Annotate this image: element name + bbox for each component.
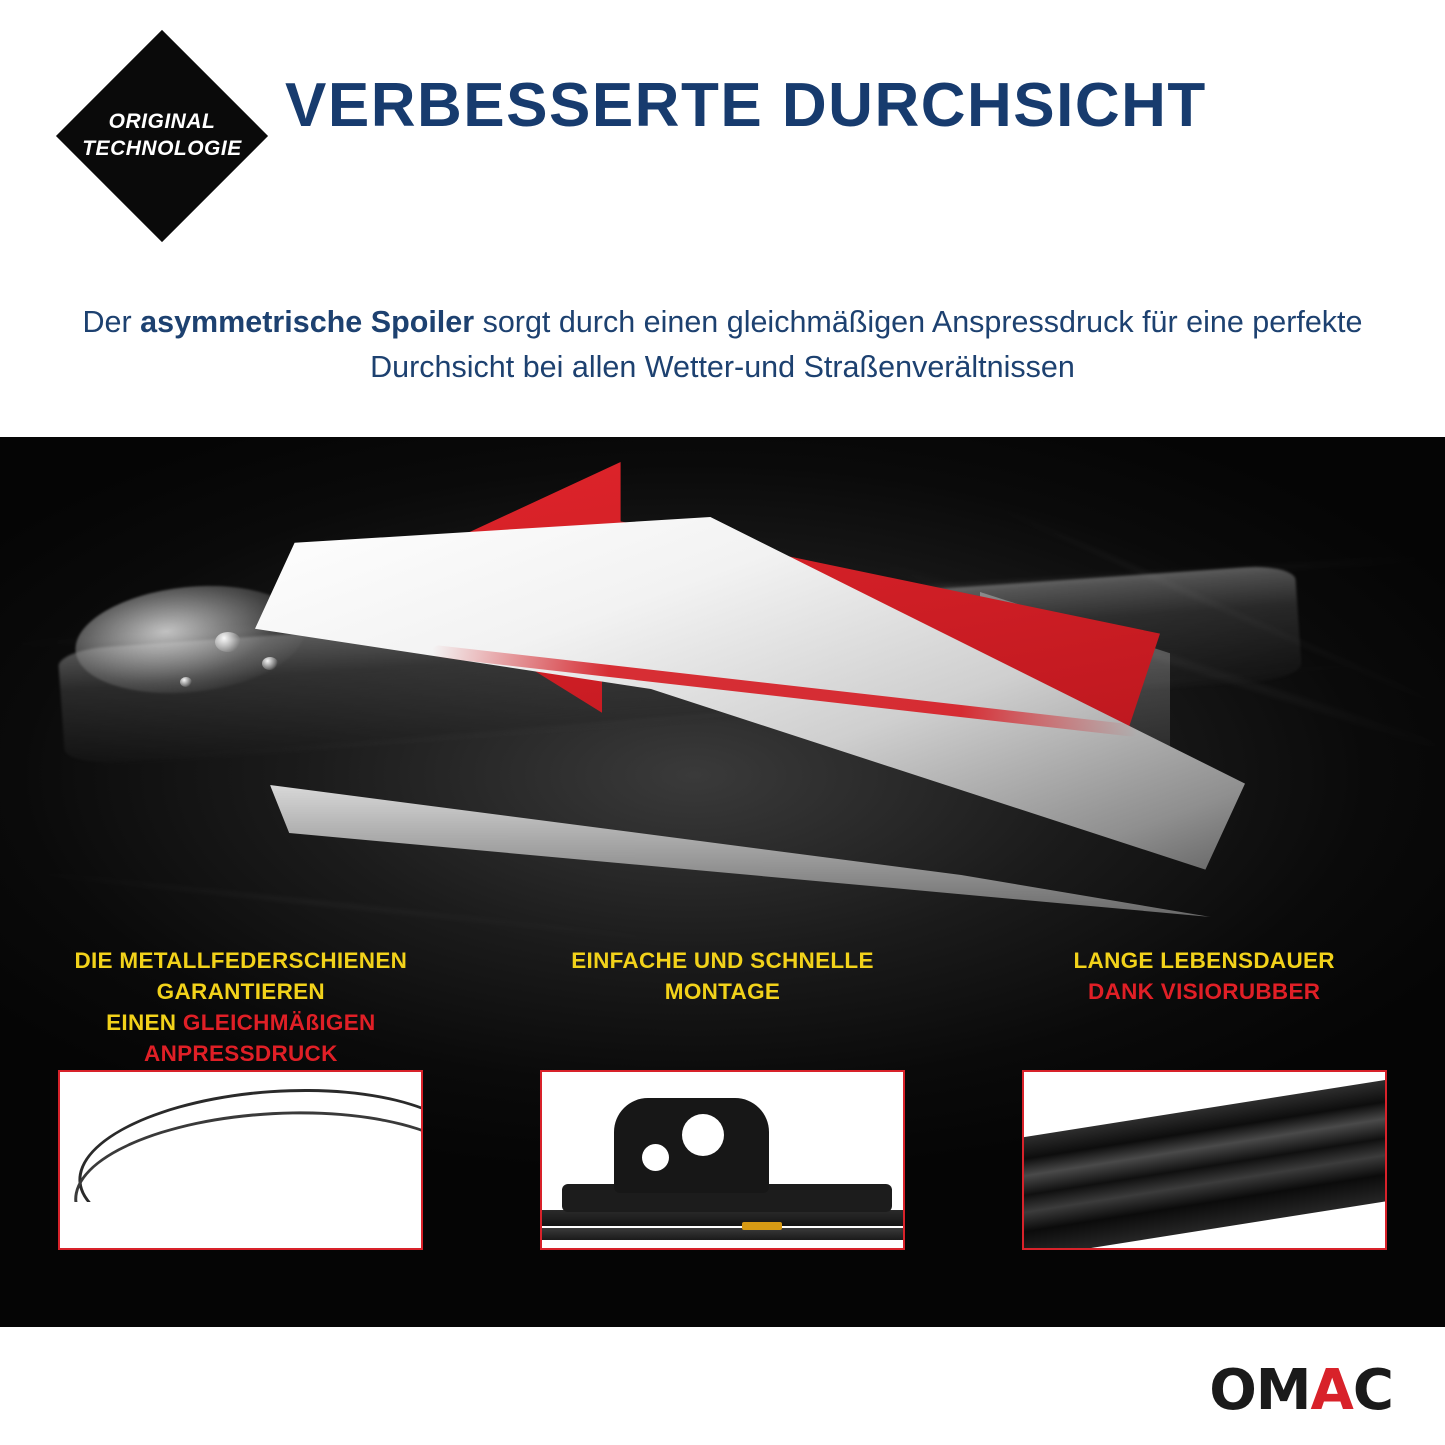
feature-1-line-2-plain: EINEN — [106, 1010, 183, 1036]
badge-line-1: ORIGINAL — [108, 110, 216, 134]
original-technologie-badge — [52, 26, 272, 246]
feature-1-line-2 — [14, 1007, 468, 1069]
water-droplet — [215, 632, 241, 652]
feature-3-line-2-highlight: DANK VISIORUBBER — [1088, 979, 1321, 1005]
rubber-strip-photo — [1022, 1070, 1387, 1250]
adapter-clip-photo — [540, 1070, 905, 1250]
visiorubber-strip — [1022, 1071, 1387, 1250]
water-droplet — [262, 657, 278, 670]
water-droplet — [180, 677, 192, 687]
subtitle — [50, 300, 1395, 390]
hero-product-photo — [0, 437, 1445, 1327]
windshield-streak — [0, 867, 696, 945]
feature-3-caption — [977, 945, 1431, 1007]
feature-1-line-1: DIE METALLFEDERSCHIENEN GARANTIEREN — [74, 948, 408, 1005]
logo-part-3: C — [1352, 1358, 1393, 1423]
feature-2-line-2: MONTAGE — [664, 979, 781, 1005]
photo-mask — [60, 1202, 421, 1248]
header — [0, 0, 1445, 290]
badge-diamond-shape — [56, 30, 268, 242]
clip-hole-large — [682, 1114, 724, 1156]
feature-2-caption — [496, 945, 950, 1007]
thumb-cell-3 — [963, 1070, 1445, 1250]
page-title: VERBESSERTE DURCHSICHT — [285, 71, 1207, 140]
metal-spring-rails-photo — [58, 1070, 423, 1250]
feature-2-line-1: EINFACHE UND SCHNELLE — [571, 948, 874, 973]
clip-accent-mark — [742, 1222, 782, 1230]
omac-logo — [1209, 1358, 1393, 1423]
logo-part-2: A — [1310, 1358, 1353, 1423]
feature-3-line-1: LANGE LEBENSDAUER — [1073, 948, 1335, 973]
thumb-cell-1 — [0, 1070, 482, 1250]
logo-part-1: OM — [1209, 1358, 1311, 1423]
subtitle-bold: asymmetrische Spoiler — [140, 305, 475, 339]
blade-body-upper — [542, 1210, 905, 1226]
clip-hole-small — [642, 1144, 669, 1171]
feature-1-line-2-highlight: GLEICHMÄßIGEN ANPRESSDRUCK — [144, 1010, 376, 1067]
blade-body-lower — [542, 1228, 905, 1240]
feature-thumbnails — [0, 1070, 1445, 1250]
thumb-cell-2 — [482, 1070, 964, 1250]
subtitle-rest: sorgt durch einen gleichmäßigen Anspressdruck für eine perfekte Durchsicht bei allen Wetter-und Straßenverältnissen — [370, 305, 1363, 385]
footer — [0, 1327, 1445, 1445]
badge-line-2: TECHNOLOGIE — [82, 137, 242, 160]
subtitle-lead: Der — [82, 305, 141, 339]
